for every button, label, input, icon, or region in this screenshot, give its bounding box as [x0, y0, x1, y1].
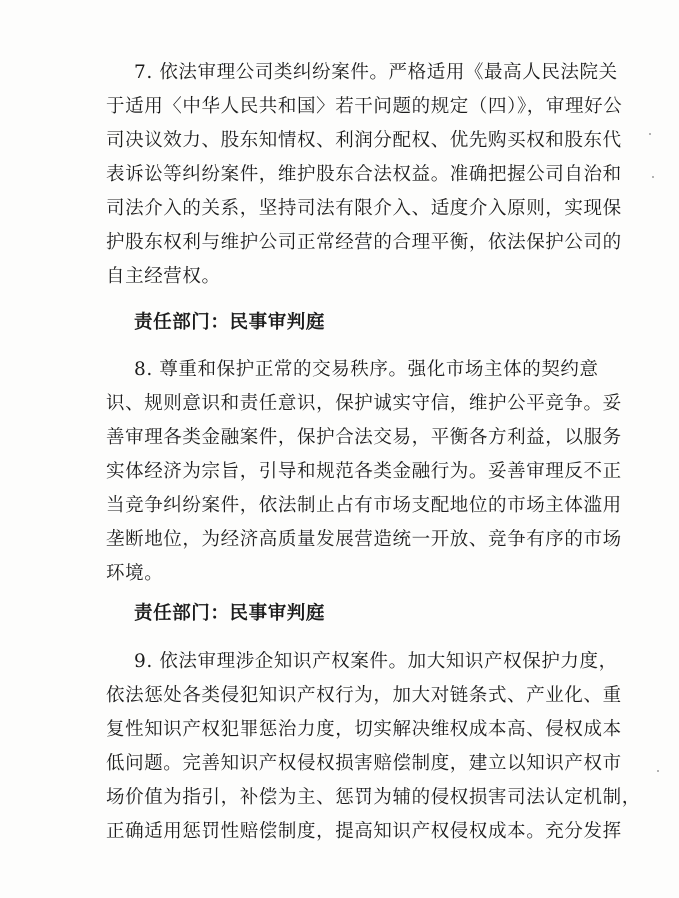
paragraph-7-line-4: 表诉讼等纠纷案件，维护股东合法权益。准确把握公司自治和 — [106, 164, 622, 185]
paragraph-8-line-4: 实体经济为宗旨，引导和规范各类金融行为。妥善审理反不正 — [106, 461, 622, 482]
paragraph-7-line-2: 于适用〈中华人民共和国〉若干问题的规定（四）》，审理好公 — [106, 96, 623, 117]
paragraph-7-line-1: 7. 依法审理公司类纠纷案件。严格适用《最高人民法院关 — [134, 62, 618, 83]
paragraph-8-line-6: 垄断地位，为经济高质量发展营造统一开放、竞争有序的市场 — [106, 529, 622, 550]
scan-speck — [657, 770, 659, 772]
paragraph-8-line-2: 识、规则意识和责任意识，保护诚实守信，维护公平竞争。妥 — [106, 393, 622, 414]
paragraph-9-line-5: 场价值为指引，补偿为主、惩罚为辅的侵权损害司法认定机制， — [106, 787, 641, 808]
paragraph-7-line-6: 护股东权利与维护公司正常经营的合理平衡，依法保护公司的 — [106, 232, 622, 253]
paragraph-7-line-3: 司决议效力、股东知情权、利润分配权、优先购买权和股东代 — [106, 130, 622, 151]
paragraph-8-line-7: 环境。 — [106, 563, 164, 584]
paragraph-8-line-1: 8. 尊重和保护正常的交易秩序。强化市场主体的契约意 — [134, 359, 599, 380]
paragraph-9-line-1: 9. 依法审理涉企知识产权案件。加大知识产权保护力度， — [134, 651, 618, 672]
paragraph-7-line-7: 自主经营权。 — [106, 266, 221, 287]
responsible-department-1: 责任部门：民事审判庭 — [134, 312, 326, 333]
paragraph-9-line-2: 依法惩处各类侵犯知识产权行为，加大对链条式、产业化、重 — [106, 685, 622, 706]
paragraph-9-line-3: 复性知识产权犯罪惩治力度，切实解决维权成本高、侵权成本 — [106, 719, 622, 740]
scan-speck — [649, 133, 651, 135]
paragraph-8-line-3: 善审理各类金融案件，保护合法交易，平衡各方利益，以服务 — [106, 427, 622, 448]
paragraph-8-line-5: 当竞争纠纷案件，依法制止占有市场支配地位的市场主体滥用 — [106, 495, 622, 516]
paragraph-9-line-6: 正确适用惩罚性赔偿制度，提高知识产权侵权成本。充分发挥 — [106, 821, 622, 842]
paragraph-7-line-5: 司法介入的关系，坚持司法有限介入、适度介入原则，实现保 — [106, 198, 622, 219]
responsible-department-2: 责任部门：民事审判庭 — [134, 603, 326, 624]
paragraph-9-line-4: 低问题。完善知识产权侵权损害赔偿制度，建立以知识产权市 — [106, 753, 622, 774]
scan-speck — [652, 176, 654, 178]
